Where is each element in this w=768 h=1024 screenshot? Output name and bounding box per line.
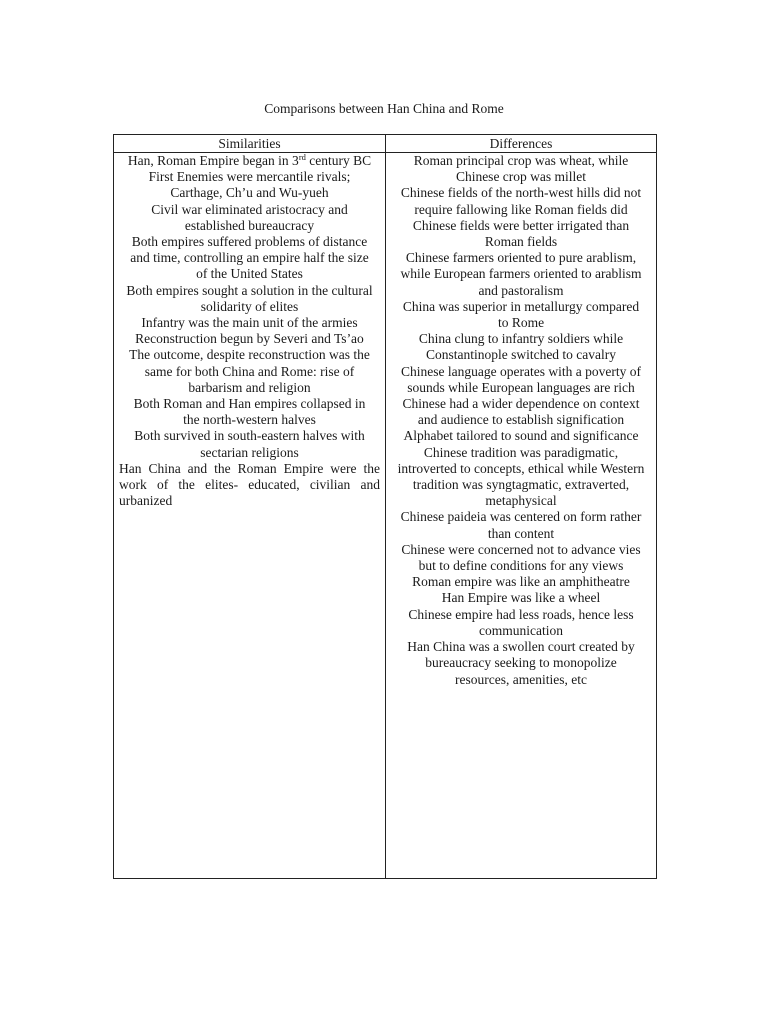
comparison-table bbox=[113, 134, 657, 879]
differences-line: sounds while European languages are rich bbox=[407, 379, 635, 395]
similarities-body bbox=[114, 153, 385, 509]
similarities-first-text-end: century BC bbox=[305, 153, 372, 168]
similarities-line: Han China and the Roman Empire were the bbox=[119, 460, 380, 476]
differences-line: Roman fields bbox=[484, 234, 558, 250]
differences-line: Han China was a swollen court created by bbox=[407, 639, 635, 655]
similarities-line: sectarian religions bbox=[200, 444, 299, 460]
similarities-line: the north-western halves bbox=[183, 412, 316, 428]
differences-line: Chinese crop was millet bbox=[455, 169, 587, 185]
differences-line: introverted to concepts, ethical while Western bbox=[397, 460, 645, 476]
differences-line: Alphabet tailored to sound and significance bbox=[403, 428, 639, 444]
differences-line: require fallowing like Roman fields did bbox=[414, 201, 628, 217]
differences-line: than content bbox=[487, 525, 555, 541]
differences-line: China clung to infantry soldiers while bbox=[418, 331, 624, 347]
similarities-line: Both empires suffered problems of distance bbox=[131, 234, 368, 250]
differences-line: Han Empire was like a wheel bbox=[441, 590, 601, 606]
similarities-column bbox=[114, 135, 386, 878]
similarities-line: same for both China and Rome: rise of bbox=[144, 363, 355, 379]
differences-line: China was superior in metallurgy compared bbox=[402, 298, 640, 314]
differences-line: communication bbox=[479, 622, 563, 638]
differences-line: and audience to establish signification bbox=[417, 412, 625, 428]
differences-line: Chinese paideia was centered on form rather bbox=[400, 509, 642, 525]
differences-line: Chinese fields were better irrigated than bbox=[412, 217, 630, 233]
differences-line: Constantinople switched to cavalry bbox=[425, 347, 617, 363]
similarities-first-text: Han, Roman Empire began in 3 bbox=[127, 153, 299, 168]
differences-line: Chinese fields of the north-west hills did not bbox=[400, 185, 642, 201]
similarities-line: Both empires sought a solution in the cultural bbox=[126, 282, 373, 298]
similarities-line: work of the elites- educated, civilian and bbox=[119, 477, 380, 493]
differences-line: metaphysical bbox=[485, 493, 557, 509]
differences-line: Chinese empire had less roads, hence less bbox=[408, 606, 634, 622]
similarities-line: established bureaucracy bbox=[184, 217, 315, 233]
similarities-line: urbanized bbox=[119, 493, 173, 509]
differences-header: Differences bbox=[386, 135, 656, 153]
differences-line: to Rome bbox=[497, 315, 545, 331]
differences-line: bureaucracy seeking to monopolize bbox=[425, 655, 617, 671]
page-title: Comparisons between Han China and Rome bbox=[264, 101, 504, 116]
differences-line: while European farmers oriented to arablism bbox=[400, 266, 642, 282]
differences-line: Chinese farmers oriented to pure arablism, bbox=[405, 250, 637, 266]
similarities-line: of the United States bbox=[196, 266, 303, 282]
similarities-line: Both survived in south-eastern halves with bbox=[134, 428, 365, 444]
differences-line: Chinese had a wider dependence on context bbox=[402, 396, 640, 412]
differences-line: but to define conditions for any views bbox=[418, 558, 624, 574]
similarities-line: solidarity of elites bbox=[200, 298, 299, 314]
similarities-line: Reconstruction begun by Severi and Ts’ao bbox=[135, 331, 364, 347]
ordinal-suffix: rd bbox=[298, 152, 306, 162]
differences-column bbox=[386, 135, 656, 878]
similarities-header: Similarities bbox=[114, 135, 385, 153]
similarities-line: Civil war eliminated aristocracy and bbox=[151, 201, 348, 217]
similarities-line: barbarism and religion bbox=[188, 379, 311, 395]
similarities-line: The outcome, despite reconstruction was the bbox=[129, 347, 370, 363]
similarities-line: and time, controlling an empire half the size bbox=[130, 250, 369, 266]
differences-line: Chinese language operates with a poverty of bbox=[401, 363, 641, 379]
similarities-line: First Enemies were mercantile rivals; bbox=[148, 169, 351, 185]
differences-line: Chinese tradition was paradigmatic, bbox=[423, 444, 619, 460]
similarities-line: Infantry was the main unit of the armies bbox=[141, 315, 358, 331]
differences-line: tradition was syngtagmatic, extraverted, bbox=[412, 477, 630, 493]
differences-line: Roman principal crop was wheat, while bbox=[413, 153, 629, 168]
differences-line: Roman empire was like an amphitheatre bbox=[412, 574, 630, 590]
similarities-line: Carthage, Ch’u and Wu-yueh bbox=[170, 185, 329, 201]
differences-line: and pastoralism bbox=[478, 282, 564, 298]
similarities-line bbox=[119, 153, 380, 169]
differences-line: resources, amenities, etc bbox=[455, 671, 587, 687]
differences-body bbox=[386, 153, 656, 688]
differences-line: Chinese were concerned not to advance vies bbox=[401, 541, 641, 557]
similarities-line: Both Roman and Han empires collapsed in bbox=[133, 396, 366, 412]
